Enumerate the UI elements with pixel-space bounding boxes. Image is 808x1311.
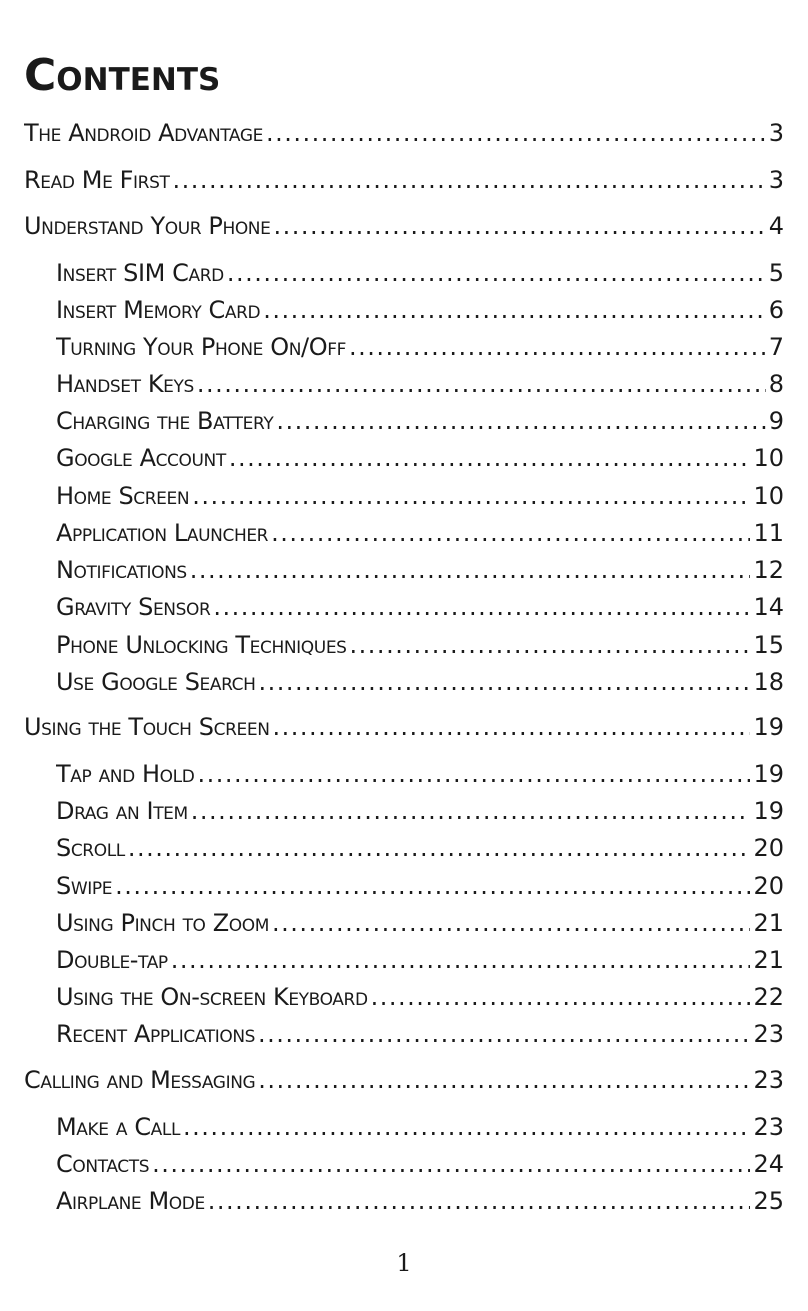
toc-entry-page: 9 — [768, 407, 784, 435]
toc-entry-page: 24 — [753, 1150, 784, 1178]
dot-leader — [371, 980, 751, 1014]
toc-entry[interactable] — [56, 628, 784, 662]
toc-entry-label: Insert Memory Card — [56, 296, 261, 324]
toc-entry[interactable] — [56, 1184, 784, 1218]
dot-leader — [152, 1147, 750, 1181]
dot-leader — [128, 831, 751, 865]
toc-entry-label: Contacts — [56, 1150, 150, 1178]
toc-entry[interactable] — [56, 757, 784, 791]
dot-leader — [259, 665, 751, 699]
toc-entry-page: 19 — [753, 760, 784, 788]
toc-entry[interactable] — [56, 553, 784, 587]
toc-entry-page: 3 — [768, 119, 784, 147]
toc-entry[interactable] — [56, 441, 784, 475]
dot-leader — [273, 209, 765, 243]
toc-entry-label: Google Account — [56, 444, 226, 472]
toc-entry[interactable] — [56, 1017, 784, 1051]
dot-leader — [227, 256, 766, 290]
toc-entry[interactable] — [56, 665, 784, 699]
toc-entry[interactable] — [56, 906, 784, 940]
dot-leader — [271, 516, 750, 550]
dot-leader — [190, 553, 751, 587]
dot-leader — [263, 293, 765, 327]
toc-entry-page: 18 — [753, 668, 784, 696]
dot-leader — [192, 479, 750, 513]
toc-entry-label: Double-tap — [56, 946, 168, 974]
toc-entry[interactable] — [56, 943, 784, 977]
toc-entry-page: 23 — [753, 1020, 784, 1048]
toc-entry-page: 3 — [768, 166, 784, 194]
toc-entry[interactable] — [24, 710, 784, 744]
toc-entry-page: 20 — [753, 834, 784, 862]
page-number: 1 — [396, 1249, 412, 1277]
dot-leader — [258, 1017, 750, 1051]
toc-entry-label: Turning Your Phone On/Off — [56, 333, 346, 361]
dot-leader — [172, 163, 765, 197]
dot-leader — [208, 1184, 751, 1218]
dot-leader — [258, 1063, 750, 1097]
dot-leader — [197, 757, 750, 791]
toc-entry[interactable] — [56, 1110, 784, 1144]
dot-leader — [171, 943, 751, 977]
dot-leader — [191, 794, 751, 828]
dot-leader — [349, 330, 766, 364]
toc-entry-page: 23 — [753, 1113, 784, 1141]
toc-entry[interactable] — [56, 1147, 784, 1181]
toc-entry-page: 7 — [768, 333, 784, 361]
toc-entry-label: Using the Touch Screen — [24, 713, 270, 741]
toc-entry-page: 11 — [753, 519, 784, 547]
toc-entry[interactable] — [24, 116, 784, 150]
toc-entry-label: Charging the Battery — [56, 407, 274, 435]
toc-entry[interactable] — [56, 980, 784, 1014]
toc-entry-page: 10 — [753, 482, 784, 510]
toc-entry[interactable] — [24, 163, 784, 197]
toc-entry-label: Home Screen — [56, 482, 190, 510]
toc-entry-page: 4 — [768, 212, 784, 240]
toc-entry-page: 22 — [753, 983, 784, 1011]
toc-entry[interactable] — [56, 367, 784, 401]
dot-leader — [276, 404, 765, 438]
toc-entry[interactable] — [24, 209, 784, 243]
toc-entry-label: The Android Advantage — [24, 119, 263, 147]
toc-entry[interactable] — [56, 516, 784, 550]
dot-leader — [350, 628, 751, 662]
toc-entry-label: Phone Unlocking Techniques — [56, 631, 347, 659]
toc-entry-page: 8 — [768, 370, 784, 398]
toc-entry-label: Gravity Sensor — [56, 593, 211, 621]
toc-entry-label: Airplane Mode — [56, 1187, 205, 1215]
toc-entry-label: Using Pinch to Zoom — [56, 909, 270, 937]
toc-entry-label: Understand Your Phone — [24, 212, 271, 240]
dot-leader — [197, 367, 766, 401]
toc-entry-page: 20 — [753, 872, 784, 900]
toc-entry-label: Recent Applications — [56, 1020, 256, 1048]
dot-leader — [229, 441, 751, 475]
toc-entry-label: Insert SIM Card — [56, 259, 224, 287]
toc-entry[interactable] — [56, 256, 784, 290]
toc-entry-label: Notifications — [56, 556, 187, 584]
toc-entry[interactable] — [24, 1063, 784, 1097]
toc-entry-page: 21 — [753, 946, 784, 974]
dot-leader — [213, 590, 750, 624]
toc-entry-label: Make a Call — [56, 1113, 181, 1141]
toc-entry-label: Tap and Hold — [56, 760, 195, 788]
toc-entry-page: 19 — [753, 713, 784, 741]
toc-entry[interactable] — [56, 590, 784, 624]
dot-leader — [183, 1110, 750, 1144]
toc-entry[interactable] — [56, 869, 784, 903]
toc-entry-page: 15 — [753, 631, 784, 659]
toc-entry-page: 12 — [753, 556, 784, 584]
toc-entry-page: 21 — [753, 909, 784, 937]
toc-entry-page: 6 — [768, 296, 784, 324]
page-title: Contents — [24, 50, 221, 101]
toc-entry-page: 23 — [753, 1066, 784, 1094]
toc-entry-label: Swipe — [56, 872, 113, 900]
toc-entry-page: 25 — [753, 1187, 784, 1215]
toc-entry-page: 5 — [768, 259, 784, 287]
dot-leader — [115, 869, 750, 903]
toc-entry[interactable] — [56, 404, 784, 438]
toc-entry-label: Scroll — [56, 834, 125, 862]
toc-entry[interactable] — [56, 831, 784, 865]
dot-leader — [273, 710, 751, 744]
toc-entry-label: Read Me First — [24, 166, 170, 194]
toc-entry[interactable] — [56, 293, 784, 327]
toc-entry-label: Drag an Item — [56, 797, 188, 825]
toc-entry-label: Application Launcher — [56, 519, 269, 547]
toc-entry-page: 10 — [753, 444, 784, 472]
toc-entry-label: Calling and Messaging — [24, 1066, 256, 1094]
toc-entry[interactable] — [56, 479, 784, 513]
toc-entry-label: Handset Keys — [56, 370, 194, 398]
toc-entry-page: 14 — [753, 593, 784, 621]
dot-leader — [266, 116, 766, 150]
toc-entry[interactable] — [56, 330, 784, 364]
toc-entry[interactable] — [56, 794, 784, 828]
toc-entry-label: Use Google Search — [56, 668, 256, 696]
dot-leader — [272, 906, 750, 940]
toc-entry-label: Using the On-screen Keyboard — [56, 983, 368, 1011]
toc-entry-page: 19 — [753, 797, 784, 825]
